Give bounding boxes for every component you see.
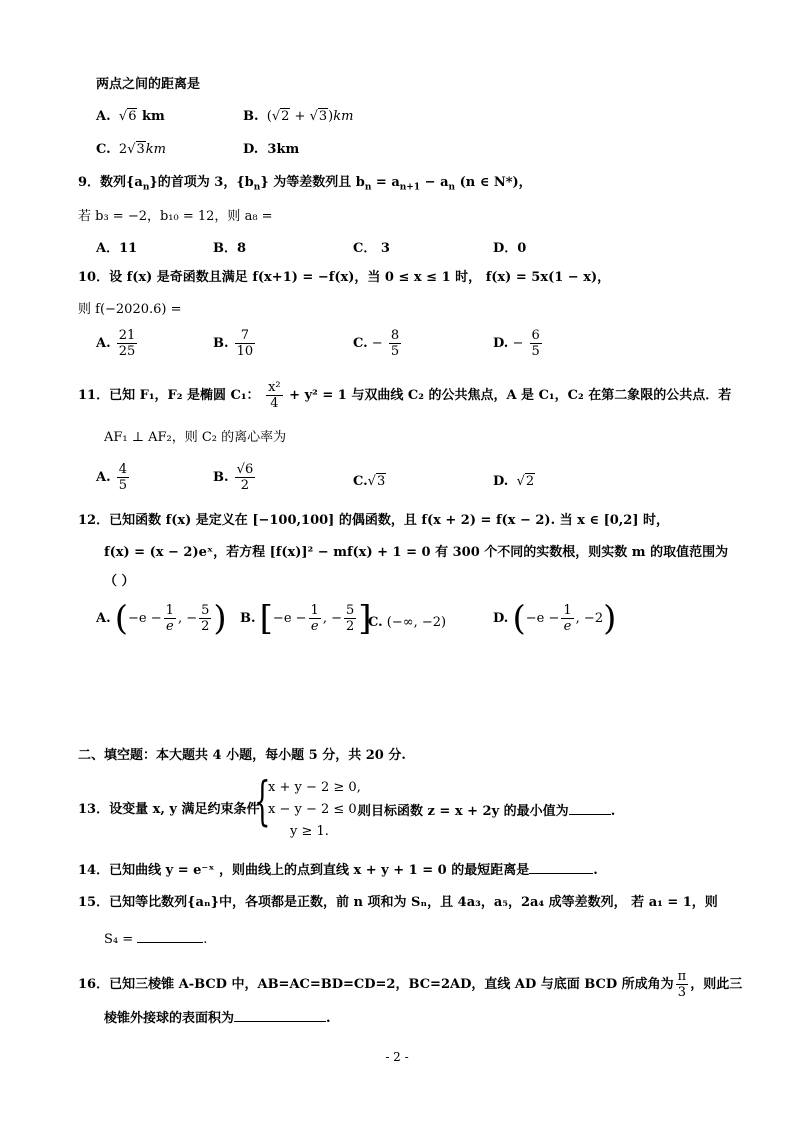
q15-stem: 15．已知等比数列{aₙ}中，各项都是正数，前 n 项和为 Sₙ，且 4a₃，a₅，2a₄ 成等差数列， 若 a₁ = 1，则: [78, 895, 718, 910]
q11-ellipse-fraction: $\frac{\text{x²}}{4}$: [268, 380, 281, 411]
q8-option-c[interactable]: C. 2√3km: [96, 142, 166, 157]
q12-b-frac2: $\frac{5}{2}$: [346, 603, 355, 634]
q12-a-frac1: $\frac{1}{e}$: [165, 603, 174, 634]
q16-line2: 棱锥外接球的表面积为 .: [104, 1007, 331, 1029]
q14-answer-blank[interactable]: [529, 859, 593, 874]
q11-b-fraction: $\frac{√6}{2}$: [236, 462, 254, 493]
q15-line2: S₄ = .: [104, 928, 207, 950]
q12-b-frac1: $\frac{1}{e}$: [310, 603, 319, 634]
q10-option-a[interactable]: A. $\frac{21}{25}$: [96, 328, 136, 359]
q13-answer-blank[interactable]: [569, 800, 611, 815]
q11-a-fraction: $\frac{4}{5}$: [118, 462, 128, 493]
q10-line2: 则 f(−2020.6) =: [78, 302, 182, 317]
q10-c-fraction: $\frac{8}{5}$: [390, 328, 400, 359]
q9-option-a[interactable]: A．11: [96, 241, 138, 256]
section2-heading: 二、填空题：本大题共 4 小题，每小题 5 分，共 20 分.: [78, 748, 406, 763]
q12-option-a[interactable]: A. (−e − $\frac{1}{e}$ , − $\frac{5}{2}$ ): [96, 598, 227, 639]
q11-line2: AF₁ ⊥ AF₂，则 C₂ 的离心率为: [104, 430, 287, 445]
q9-line2: 若 b₃ = −2，b₁₀ = 12，则 a₈ =: [78, 209, 273, 224]
page-number: - 2 -: [385, 1050, 409, 1064]
q11-stem: 11．已知 F₁，F₂ 是椭圆 C₁： $\frac{\text{x²}}{4}$ + y² = 1 与双曲线 C₂ 的公共焦点，A 是 C₁，C₂ 在第二象限的公共点．若: [78, 380, 732, 411]
q14-stem: 14．已知曲线 y = e⁻ˣ ，则曲线上的点到直线 x + y + 1 = 0 的最短距离是 .: [78, 859, 598, 881]
q9-option-d[interactable]: D．0: [493, 241, 527, 256]
q16-stem: 16．已知三棱锥 A-BCD 中，AB=AC=BD=CD=2，BC=2AD，直线 AD 与底面 BCD 所成角为 $\frac{\pi}{3}$ ，则此三: [78, 969, 743, 1000]
q12-stem: 12．已知函数 f(x) 是定义在 [−100,100] 的偶函数，且 f(x + 2) = f(x − 2). 当 x ∈ [0,2] 时，: [78, 513, 670, 528]
q12-line2: f(x) = (x − 2)eˣ，若方程 [f(x)]² − mf(x) + 1 = 0 有 300 个不同的实数根，则实数 m 的取值范围为: [104, 545, 729, 560]
q12-answer-paren: （ ）: [104, 574, 135, 589]
q13-stem-a: 13．设变量 x, y 满足约束条件: [78, 802, 260, 817]
q16-angle-fraction: $\frac{\pi}{3}$: [677, 969, 687, 1000]
q12-option-c[interactable]: C. (−∞, −2): [368, 615, 447, 630]
q10-a-fraction: $\frac{21}{25}$: [118, 328, 136, 359]
q13-constraint-2: x − y − 2 ≤ 0,: [268, 802, 361, 817]
q13-constraint-3: y ≥ 1.: [290, 824, 329, 839]
q15-answer-blank[interactable]: [137, 928, 203, 943]
q8-option-d[interactable]: D. 3km: [243, 142, 300, 157]
q9-option-b[interactable]: B．8: [213, 241, 247, 256]
q13-constraint-1: x + y − 2 ≥ 0,: [268, 780, 361, 795]
q12-option-d[interactable]: D. (−e − $\frac{1}{e}$ , −2): [493, 598, 617, 639]
q12-a-frac2: $\frac{5}{2}$: [201, 603, 210, 634]
q8-stem-tail: 两点之间的距离是: [96, 77, 201, 92]
q9-stem: 9．数列$\{a_n\}$的首项为 3，$\{b_n\}$ 为等差数列且 $b_n = a_{n+1} - a_n$ (n ∈ N*)，: [78, 175, 532, 193]
q8-option-b[interactable]: B. (√2 + √3)km: [243, 109, 354, 124]
q10-option-b[interactable]: B. $\frac{7}{10}$: [213, 328, 254, 359]
q10-option-c[interactable]: C. − $\frac{8}{5}$: [353, 328, 400, 359]
q11-option-d[interactable]: D. √2: [493, 474, 535, 489]
q11-option-c[interactable]: C.√3: [353, 474, 386, 489]
q13-constraint-brace: {: [254, 772, 271, 832]
q12-option-b[interactable]: B. [−e − $\frac{1}{e}$ , − $\frac{5}{2}$ ]: [240, 598, 372, 639]
q11-option-b[interactable]: B. $\frac{√6}{2}$: [213, 462, 254, 493]
q13-stem-b: 则目标函数 z = x + 2y 的最小值为 .: [358, 800, 615, 822]
q12-d-frac: $\frac{1}{e}$: [563, 603, 572, 634]
q10-b-fraction: $\frac{7}{10}$: [236, 328, 254, 359]
q16-answer-blank[interactable]: [234, 1007, 326, 1022]
q10-option-d[interactable]: D. − $\frac{6}{5}$: [493, 328, 540, 359]
q8-option-a[interactable]: A. √6 km: [96, 109, 165, 124]
q10-d-fraction: $\frac{6}{5}$: [531, 328, 540, 359]
q11-option-a[interactable]: A. $\frac{4}{5}$: [96, 462, 128, 493]
q10-stem: 10．设 f(x) 是奇函数且满足 f(x+1) = −f(x)，当 0 ≤ x ≤ 1 时， f(x) = 5x(1 − x)，: [78, 270, 611, 285]
q9-option-c[interactable]: C． 3: [353, 241, 390, 256]
